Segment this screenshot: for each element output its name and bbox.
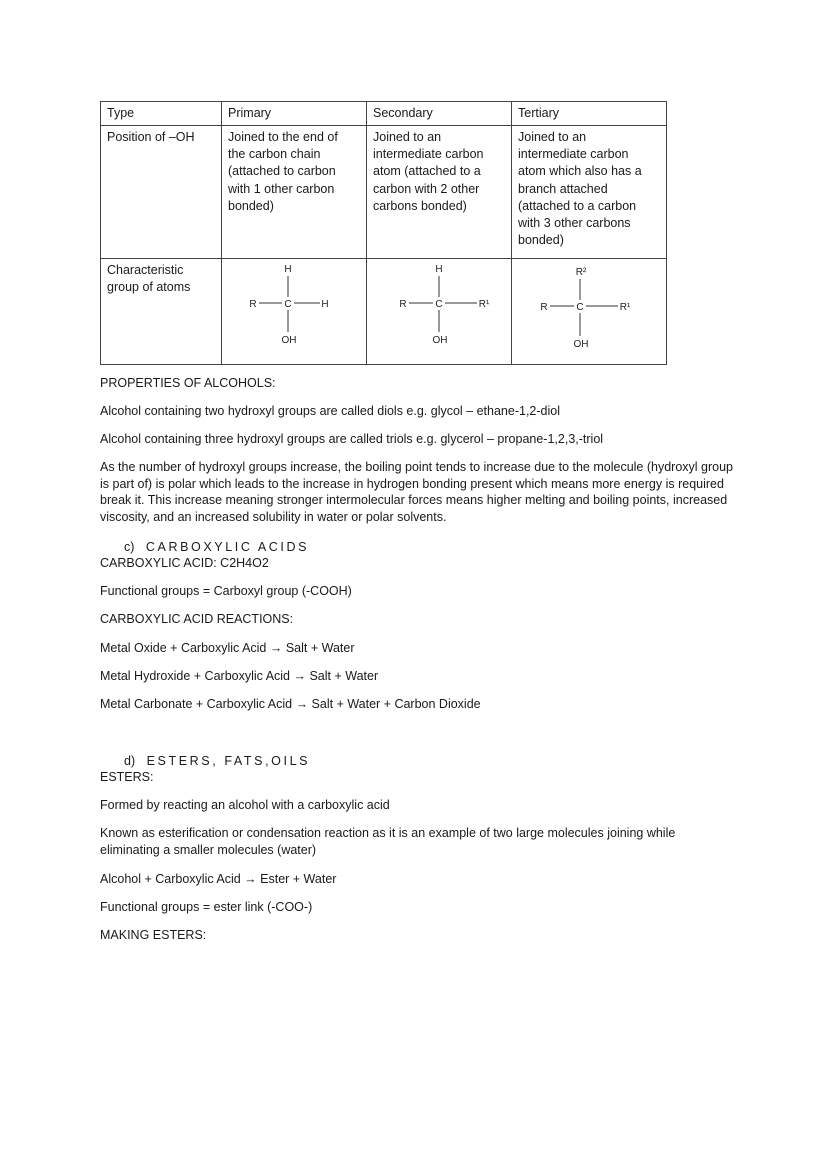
- atom-bottom: OH: [281, 335, 297, 346]
- position-secondary: [367, 126, 512, 259]
- atom-top: H: [284, 264, 292, 275]
- tertiary-alcohol-structure: [518, 262, 658, 358]
- cell-line: branch attached: [518, 181, 608, 196]
- reaction-metal-carbonate: Metal Carbonate + Carboxylic Acid → Salt + Water + Carbon Dioxide: [100, 697, 481, 711]
- group-label: [101, 259, 222, 365]
- triols-text: Alcohol containing three hydroxyl groups are called triols e.g. glycerol – propane-1,2,3,-triol: [100, 432, 604, 446]
- atom-center: C: [435, 299, 443, 310]
- esters-heading: ESTERS:: [100, 770, 154, 784]
- cell-line: atom (attached to a: [373, 164, 481, 179]
- cell-line: group of atoms: [107, 280, 191, 295]
- reaction-metal-oxide: Metal Oxide + Carboxylic Acid → Salt + Water: [100, 641, 355, 655]
- cell-line: carbon with 2 other: [373, 181, 480, 196]
- esters-formed-text: Formed by reacting an alcohol with a carboxylic acid: [100, 798, 390, 812]
- cell-line: Joined to an: [373, 130, 442, 144]
- primary-structure-cell: [222, 259, 367, 365]
- cell-line: with 1 other carbon: [228, 181, 335, 196]
- header-tertiary: Tertiary: [512, 102, 667, 126]
- reaction-metal-hydroxide: Metal Hydroxide + Carboxylic Acid → Salt + Water: [100, 669, 379, 683]
- header-secondary: Secondary: [367, 102, 512, 126]
- cell-line: (attached to a carbon: [518, 198, 637, 213]
- position-tertiary: [512, 126, 667, 259]
- section-letter: d): [124, 754, 136, 768]
- esterification-paragraph: Known as esterification or condensation reaction as it is an example of two large molecules joining while eliminating a smaller molecules (water): [100, 826, 676, 857]
- atom-bottom: OH: [573, 339, 589, 350]
- cell-line: Characteristic: [107, 263, 184, 277]
- atom-right: H: [321, 299, 329, 310]
- section-c-heading: [124, 539, 309, 556]
- ester-reaction: Alcohol + Carboxylic Acid → Ester + Water: [100, 872, 337, 886]
- cell-line: (attached to carbon: [228, 164, 336, 179]
- atom-top: H: [435, 264, 443, 275]
- secondary-alcohol-structure: [373, 262, 503, 358]
- atom-bottom: OH: [432, 335, 448, 346]
- cell-line: bonded): [228, 198, 274, 213]
- cell-line: atom which also has a: [518, 164, 642, 179]
- carboxylic-reactions-heading: CARBOXYLIC ACID REACTIONS:: [100, 612, 294, 626]
- section-title: ESTERS, FATS,OILS: [146, 754, 311, 768]
- table-header-row: [101, 102, 667, 126]
- atom-center: C: [576, 302, 584, 313]
- section-letter: c): [124, 540, 135, 554]
- cell-line: carbons bonded): [373, 198, 467, 213]
- atom-right: R¹: [478, 299, 490, 310]
- position-primary: [222, 126, 367, 259]
- carboxylic-formula: CARBOXYLIC ACID: C2H4O2: [100, 556, 269, 570]
- atom-left: R: [540, 302, 548, 313]
- cell-line: bonded): [518, 233, 564, 248]
- secondary-structure-cell: [367, 259, 512, 365]
- header-type: Type: [101, 102, 222, 126]
- carboxylic-functional-group: Functional groups = Carboxyl group (-COOH): [100, 584, 352, 598]
- alcohol-types-table: [100, 101, 667, 365]
- tertiary-structure-cell: [512, 259, 667, 365]
- cell-line: the carbon chain: [228, 147, 321, 162]
- primary-alcohol-structure: [228, 262, 358, 358]
- ester-functional-group: Functional groups = ester link (-COO-): [100, 900, 313, 914]
- atom-top: R²: [575, 267, 587, 278]
- atom-right: R¹: [619, 302, 631, 313]
- cell-line: intermediate carbon: [518, 147, 629, 162]
- alcohols-heading: PROPERTIES OF ALCOHOLS:: [100, 376, 276, 390]
- cell-line: Joined to the end of: [228, 130, 338, 144]
- cell-line: intermediate carbon: [373, 147, 484, 162]
- atom-left: R: [399, 299, 407, 310]
- boiling-point-paragraph: As the number of hydroxyl groups increase, the boiling point tends to increase due to the molecule (hydroxyl group is part of) is polar which leads to the increase in hydrogen bonding present which means more energy is required break it. This increase meaning stronger intermolecular forces means higher melting and boiling points, increased viscosity, and an increased solubility in water or polar solvents.: [100, 460, 734, 524]
- section-d-heading: [124, 753, 310, 770]
- position-row: [101, 126, 667, 259]
- cell-line: Joined to an: [518, 130, 587, 144]
- atom-center: C: [284, 299, 292, 310]
- making-esters-heading: MAKING ESTERS:: [100, 928, 207, 942]
- header-primary: Primary: [222, 102, 367, 126]
- cell-line: with 3 other carbons: [518, 216, 631, 231]
- diols-text: Alcohol containing two hydroxyl groups are called diols e.g. glycol – ethane-1,2-diol: [100, 404, 560, 418]
- position-label: Position of –OH: [101, 126, 222, 259]
- section-title: CARBOXYLIC ACIDS: [145, 540, 310, 554]
- atom-left: R: [249, 299, 257, 310]
- group-row: [101, 259, 667, 365]
